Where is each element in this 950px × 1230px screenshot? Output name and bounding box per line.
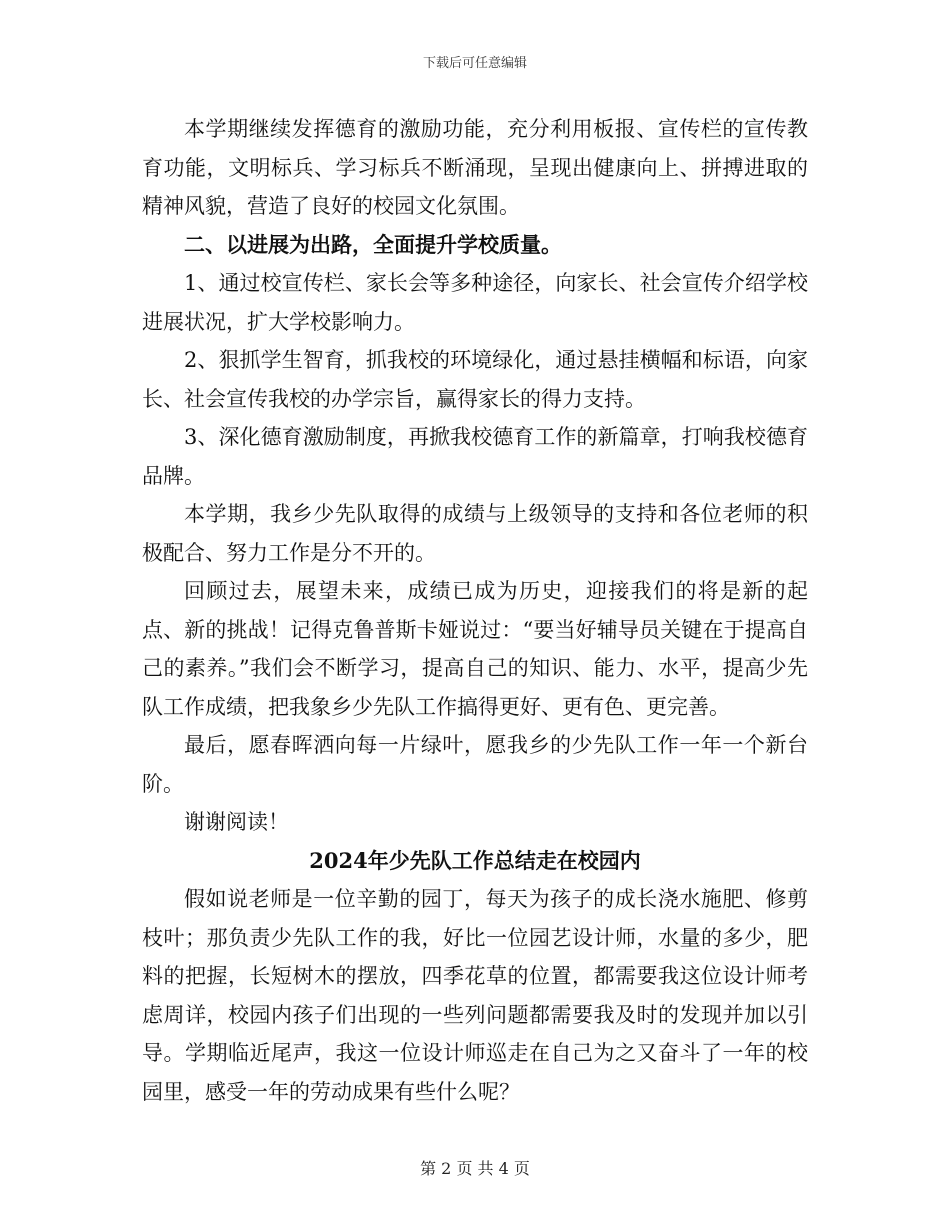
list-item-2: 2、狠抓学生智育，抓我校的环境绿化，通过悬挂横幅和标语，向家长、社会宣传我校的办学宗旨，赢得家长的得力支持。 — [142, 348, 808, 411]
section-heading-two: 二、以进展为出路，全面提升学校质量。 — [184, 231, 562, 257]
list-item-3: 3、深化德育激励制度，再掀我校德育工作的新篇章，打响我校德育品牌。 — [142, 425, 808, 488]
paragraph-closing: 最后，愿春晖洒向每一片绿叶，愿我乡的少先队工作一年一个新台阶。 — [142, 733, 808, 796]
page-header-note: 下载后可任意编辑 — [422, 56, 527, 71]
article-title: 2024年少先队工作总结走在校园内 — [309, 847, 641, 873]
page-footer-number: 第 2 页 共 4 页 — [420, 1159, 530, 1178]
paragraph-review: 回顾过去，展望未来，成绩已成为历史，迎接我们的将是新的起点、新的挑战！记得克鲁普斯卡娅说过：“要当好辅导员关键在于提高自己的素养。”我们会不断学习，提高自己的知识、能力、水平，提高少先队工作成绩，把我象乡少先队工作搞得更好、更有色、更完善。 — [142, 579, 808, 719]
document-body — [142, 110, 808, 1111]
list-item-1: 1、通过校宣传栏、家长会等多种途径，向家长、社会宣传介绍学校进展状况，扩大学校影响力。 — [142, 271, 808, 334]
paragraph-achievements: 本学期，我乡少先队取得的成绩与上级领导的支持和各位老师的积极配合、努力工作是分不开的。 — [142, 502, 808, 565]
paragraph-thanks: 谢谢阅读！ — [184, 810, 289, 834]
paragraph-moral-education: 本学期继续发挥德育的激励功能，充分利用板报、宣传栏的宣传教育功能，文明标兵、学习标兵不断涌现，呈现出健康向上、拼搏进取的精神风貌，营造了良好的校园文化氛围。 — [142, 117, 808, 218]
paragraph-intro: 假如说老师是一位辛勤的园丁，每天为孩子的成长浇水施肥、修剪枝叶；那负责少先队工作的我，好比一位园艺设计师，水量的多少，肥料的把握，长短树木的摆放，四季花草的位置，都需要我这位设计师考虑周详，校园内孩子们出现的一些列问题都需要我及时的发现并加以引导。学期临近尾声，我这一位设计师巡走在自己为之又奋斗了一年的校园里，感受一年的劳动成果有些什么呢？ — [142, 887, 808, 1104]
